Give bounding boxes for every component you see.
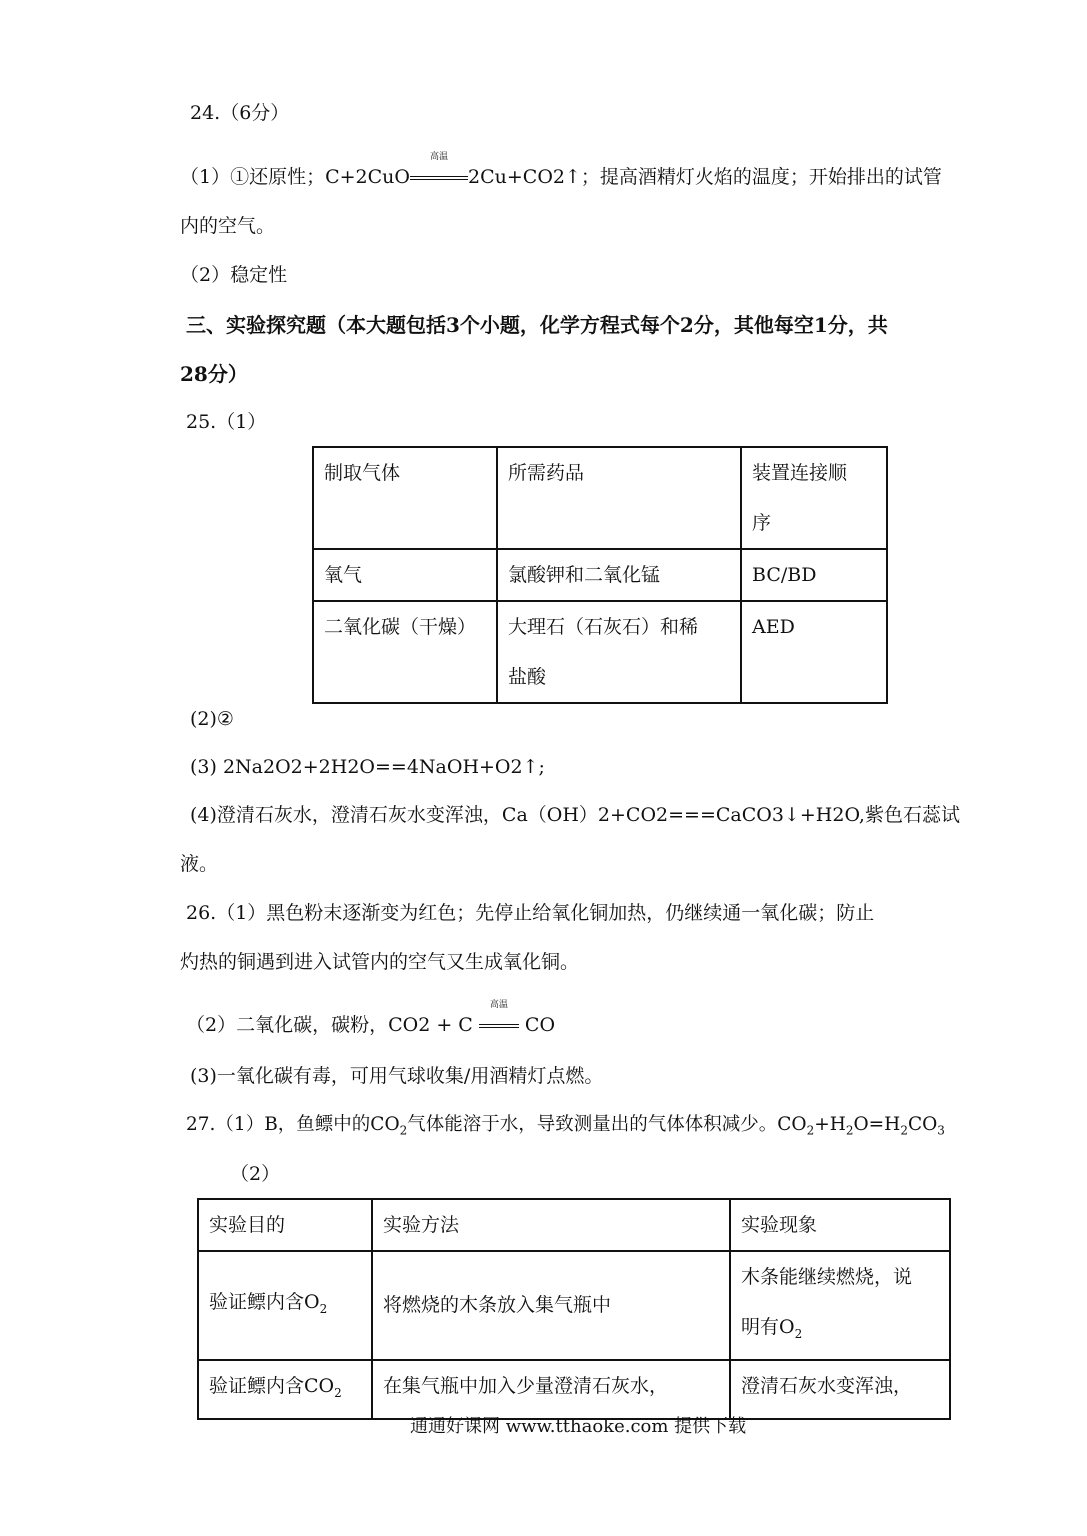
table-cell: 澄清石灰水变浑浊，: [730, 1360, 950, 1419]
page-footer: 通通好课网 www.tthaoke.com 提供下载: [410, 1416, 747, 1437]
table-cell: AED: [741, 601, 887, 703]
table-cell: 木条能继续燃烧，说 明有$O_2$: [730, 1251, 950, 1360]
table-header: 实验现象: [730, 1199, 950, 1251]
q25-table: [312, 446, 888, 704]
table-cell: 氯酸钾和二氧化锰: [497, 549, 741, 601]
q26-part1-cont: 灼热的铜遇到进入试管内的空气又生成氧化铜。: [180, 951, 580, 973]
q25-part4: (4)澄清石灰水，澄清石灰水变浑浊，Ca（OH）2+CO2===CaCO3↓+H2O,紫色石蕊试: [190, 804, 960, 826]
q27-part1: 27.（1）B，鱼鳔中的$CO_2$气体能溶于水，导致测量出的气体体积减少。$CO_2+H_2O=H_2CO_3$: [186, 1114, 945, 1138]
table-cell: 大理石（石灰石）和稀 盐酸: [497, 601, 741, 703]
q26-part3: (3)一氧化碳有毒，可用气球收集/用酒精灯点燃。: [190, 1065, 604, 1087]
q25-heading: 25.（1）: [186, 411, 267, 433]
q26-part2: （2）二氧化碳，碳粉，CO2 + C 高温 CO: [186, 1000, 556, 1036]
reaction-condition: 高温: [410, 168, 468, 187]
table-header: 装置连接顺 序: [741, 447, 887, 549]
section3-title-cont: 28分）: [180, 362, 248, 386]
q25-part3: (3) 2Na2O2+2H2O==4NaOH+O2↑;: [190, 756, 545, 778]
table-cell: 二氧化碳（干燥）: [313, 601, 497, 703]
table-cell: 氧气: [313, 549, 497, 601]
table-cell: BC/BD: [741, 549, 887, 601]
q27-part2: （2）: [230, 1163, 281, 1185]
table-cell: 在集气瓶中加入少量澄清石灰水，: [372, 1360, 730, 1419]
q25-part4-cont: 液。: [180, 853, 219, 875]
table-header: 制取气体: [313, 447, 497, 549]
table-cell: 将燃烧的木条放入集气瓶中: [372, 1251, 730, 1360]
q24-part1-cont: 内的空气。: [180, 215, 276, 237]
q25-part2: (2)②: [190, 708, 234, 730]
table-header: 实验目的: [198, 1199, 372, 1251]
table-cell: 验证鳔内含$CO_2$: [198, 1360, 372, 1419]
q24-heading: 24.（6分）: [190, 102, 290, 124]
table-cell: 验证鳔内含$O_2$: [198, 1251, 372, 1360]
table-header: 所需药品: [497, 447, 741, 549]
section3-title: 三、实验探究题（本大题包括3个小题，化学方程式每个2分，其他每空1分，共: [186, 313, 888, 337]
q24-part2: （2）稳定性: [180, 264, 288, 286]
reaction-condition: 高温: [479, 1016, 519, 1035]
q27-table: [197, 1198, 951, 1420]
q24-part1: （1）①还原性；C+2CuO 高温 2Cu+CO2↑；提高酒精灯火焰的温度；开始排出的试管: [180, 152, 942, 188]
q26-part1: 26.（1）黑色粉末逐渐变为红色；先停止给氧化铜加热，仍继续通一氧化碳；防止: [186, 902, 875, 924]
table-header: 实验方法: [372, 1199, 730, 1251]
